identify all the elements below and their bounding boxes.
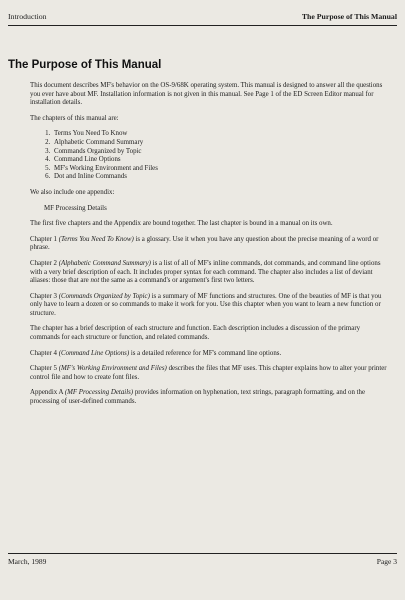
chapter-4-description [30,350,389,359]
page-body [30,82,389,414]
footer-date: March, 1989 [8,557,47,566]
page-number: Page 3 [376,557,397,566]
chapter-2-prefix: Chapter 2 [30,259,59,267]
chapter-5-title: (MF's Working Environment and Files) [58,365,167,373]
running-footer [8,553,397,568]
chapter-2-description [30,260,389,286]
chapter-3-description [30,293,389,319]
intro-paragraph: This document describes MF's behavior on the OS-9/68K operating system. This manual is designed to answer all the questions you ever have about MF. Installation information is not given in this manual. See Page 1 of the ED Screen Editor manual for installation details. [30,82,383,107]
appendix-a-description [30,389,389,406]
chapter-1-description [30,236,389,253]
chapter-4-title: (Command Line Options) [58,349,130,357]
chapter-list-item: 2. Alphabetic Command Summary [52,139,389,148]
chapter-2-text-end: the same as a command's or argument's first two letters. [99,277,255,285]
chapter-3-prefix: Chapter 3 [30,292,59,300]
chapter-3-title: (Commands Organized by Topic) [58,292,150,300]
appendix-a-title: (MF Processing Details) [64,389,134,397]
chapter-1-prefix: Chapter 1 [30,235,59,243]
chapter-1-text: is a glossary. Use it when you have any question about the precise meaning of a word or phrase. [30,235,379,252]
chapter-4-prefix: Chapter 4 [30,349,59,357]
chapter-3-detail: The chapter has a brief description of each structure and function. Each description includes a discussion of the primary commands for each structure or function, and related commands. [30,325,361,342]
appendix-name: MF Processing Details [44,204,107,212]
chapter-4-text: is a detailed reference for MF's command line options. [129,349,282,357]
chapter-5-prefix: Chapter 5 [30,365,59,373]
chapter-3-text: is a summary of MF functions and structures. One of the beauties of MF is that you only have to learn a dozen or so commands to make it work for you. Use this chapter when you want to learn a new function or structure. [30,292,382,317]
bound-note: The first five chapters and the Appendix are bound together. The last chapter is bound in a manual on its own. [30,220,333,228]
chapter-list [30,130,389,182]
chapter-list-item: 5. MF's Working Environment and Files [52,165,389,174]
chapter-list-item: 1. Terms You Need To Know [52,130,389,139]
header-section: Introduction [8,12,47,21]
chapter-list-item: 6. Dot and Inline Commands [52,173,389,182]
running-header [8,11,397,26]
appendix-a-text: provides information on hyphenation, text strings, paragraph formatting, and on the processing of user-defined commands. [30,389,366,406]
page-title: The Purpose of This Manual [8,59,162,71]
chapter-2-not: not [90,277,100,285]
chapter-5-text: describes the files that MF uses. This chapter explains how to alter your printer control file and how to create font files. [30,365,387,381]
header-chapter-title: The Purpose of This Manual [301,12,397,21]
appendix-intro: We also include one appendix: [30,188,115,196]
appendix-a-prefix: Appendix A [30,389,65,397]
chapter-2-title: (Alphabetic Command Summary) [58,259,151,267]
chapter-1-title: (Terms You Need To Know) [58,235,134,243]
chapter-5-description [30,365,389,382]
chapter-2-text: is a list of all of MF's inline commands, dot commands, and command line options with a very brief description of each. It includes proper syntax for each command. The chapter also includes a list of deviant aliases: those that are [30,259,381,285]
chapter-list-item: 4. Command Line Options [52,156,389,165]
chapter-list-item: 3. Commands Organized by Topic [52,148,389,157]
chapters-intro: The chapters of this manual are: [30,114,119,122]
